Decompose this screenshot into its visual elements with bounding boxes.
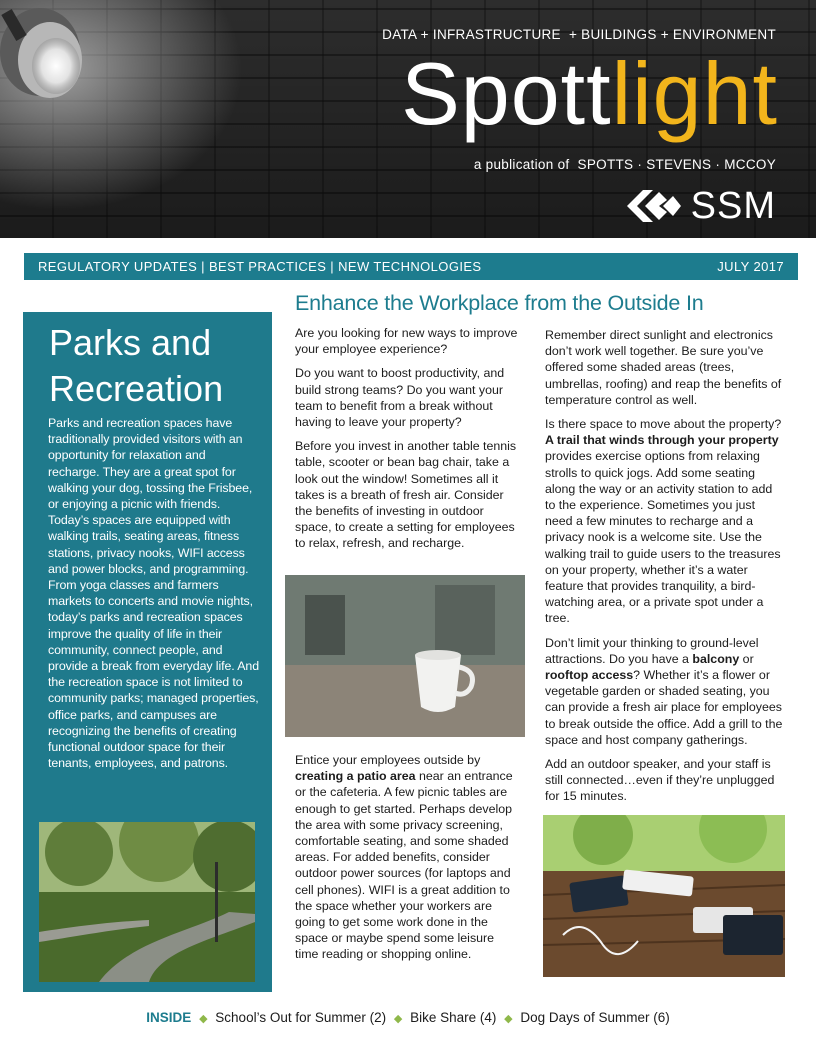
col1b-paragraph-1 <box>295 752 519 963</box>
spotlight-lamp-icon <box>0 0 120 120</box>
inside-item-dog-days[interactable]: Dog Days of Summer (6) <box>520 1010 670 1025</box>
park-path-photo <box>39 822 255 982</box>
inside-item-schools-out[interactable]: School’s Out for Summer (2) <box>215 1010 387 1025</box>
outdoor-desk-image-icon <box>543 815 785 977</box>
col2-paragraph-1: Remember direct sunlight and electronics don’t work well together. Be sure you’ve offered some shaded areas (trees, umbrellas, roofing) and reap the benefits of temperature control as well. <box>545 328 782 407</box>
topics-bar <box>24 253 798 280</box>
ssm-logo <box>623 186 776 226</box>
sidebar-title-line1: Parks and <box>49 322 212 363</box>
masthead-tagline: DATA + INFRASTRUCTURE + BUILDINGS + ENVIRONMENT <box>382 27 776 42</box>
inside-contents-footer <box>0 1010 816 1025</box>
title-part-spott: Spott <box>401 44 612 143</box>
title-part-light: light <box>611 44 778 143</box>
sidebar-title-line2: Recreation <box>49 368 224 409</box>
col1-paragraph-3: Before you invest in another table tennis table, scooter or bean bag chair, take a look out the window! Sometimes all it takes is a breath of fresh air. Consider the benefits of investing in outdoor space, to create a setting for employees to relax, refresh, and recharge. <box>295 439 517 551</box>
ssm-diamond-logo-icon <box>623 186 685 226</box>
parks-recreation-sidebar <box>23 312 272 992</box>
col1-paragraph-2: Do you want to boost productivity, and build strong teams? Do you want your team to benefit from a break without having to leave your property? <box>295 366 505 430</box>
col2-p3-bold2: rooftop access <box>545 668 634 683</box>
article-headline: Enhance the Workplace from the Outside In <box>295 291 704 315</box>
masthead <box>0 0 816 238</box>
sidebar-body: Parks and recreation spaces have traditionally provided visitors with an opportunity for relaxation and recharge. They are a great spot for walking your dog, tossing the Frisbee, or enjoying a picnic with friends. Today’s spaces are equipped with walking trails, seating areas, fitness stations, privacy nooks, WIFI access and power blocks, and programming. From yoga classes and farmers markets to concerts and movie nights, today’s parks and recreation spaces improve the quality of life in their community, connect people, and provide a break from everyday life. And the recreation space is not limited to community parks; managed properties, office parks, and campuses are recognizing the benefits of creating functional outdoor space for their tenants, employees, and patrons. <box>48 416 259 771</box>
col2-p3-bold1: balcony <box>692 651 740 666</box>
cafe-coffee-cup-photo <box>285 575 525 737</box>
col2-p2-bold: A trail that winds through your property <box>545 433 779 448</box>
newsletter-title <box>401 44 778 144</box>
coffee-cup-image-icon <box>285 575 525 737</box>
inside-item-bike-share[interactable]: Bike Share (4) <box>410 1010 497 1025</box>
col2-p2-after: provides exercise options from relaxing strolls to quick jogs. Add some seating along the way or an activity station to add to the experience. Sometimes you just need a few minutes to recharge and a privacy nook is a welcome site. Use the walking trail to guide users to the treasures on your property, whether it’s a water feature that provides tranquility, a bird-watching area, or a private spot under a tree. <box>545 449 781 626</box>
col1b-p1-before: Entice your employees outside by <box>295 753 481 767</box>
outdoor-desk-photo <box>543 815 785 977</box>
col2-p2-before: Is there space to move about the property? <box>545 417 782 432</box>
col2-p3-after: ? Whether it’s a flower or vegetable garden or shaded seating, you can provide a fresh air place for employees to break outside the office. Add a grill to the space and host company gatherings. <box>545 668 783 747</box>
article-column-1-continued <box>295 752 519 971</box>
diamond-bullet-icon: ◆ <box>504 1013 513 1025</box>
col1-paragraph-1: Are you looking for new ways to improve your employee experience? <box>295 326 518 357</box>
col1b-p1-after: near an entrance or the cafeteria. A few picnic tables are enough to get started. Perhaps develop the area with some privacy screening, comfortable seating, and some shaded areas. For added benefits, consider outdoor power sources (for laptops and cell phones). WIFI is a great addition to the space whether your workers are going to get some work done in the space or maybe spend some leisure time reading or shopping online. <box>295 769 513 962</box>
col2-paragraph-3 <box>545 635 785 748</box>
topics-list: REGULATORY UPDATES | BEST PRACTICES | NEW TECHNOLOGIES <box>38 259 482 274</box>
diamond-bullet-icon: ◆ <box>199 1013 208 1025</box>
logo-text: SSM <box>690 185 776 227</box>
diamond-bullet-icon: ◆ <box>393 1013 403 1025</box>
col2-paragraph-4: Add an outdoor speaker, and your staff is still connected…even if they’re unplugged for 15 minutes. <box>545 757 775 804</box>
publication-line: a publication of SPOTTS · STEVENS · MCCOY <box>473 157 776 172</box>
col2-paragraph-2 <box>545 416 785 627</box>
sidebar-title <box>49 320 223 412</box>
col2-p3-before: Don’t limit your thinking to ground-level attractions. Do you have a <box>545 635 759 666</box>
article-column-1 <box>295 325 519 560</box>
col1b-p1-bold: creating a patio area <box>295 769 416 784</box>
col2-p3-mid: or <box>739 651 754 666</box>
inside-label: INSIDE <box>146 1010 192 1025</box>
issue-date: JULY 2017 <box>717 259 784 274</box>
article-column-2 <box>545 327 785 813</box>
park-path-image-icon <box>39 822 255 982</box>
